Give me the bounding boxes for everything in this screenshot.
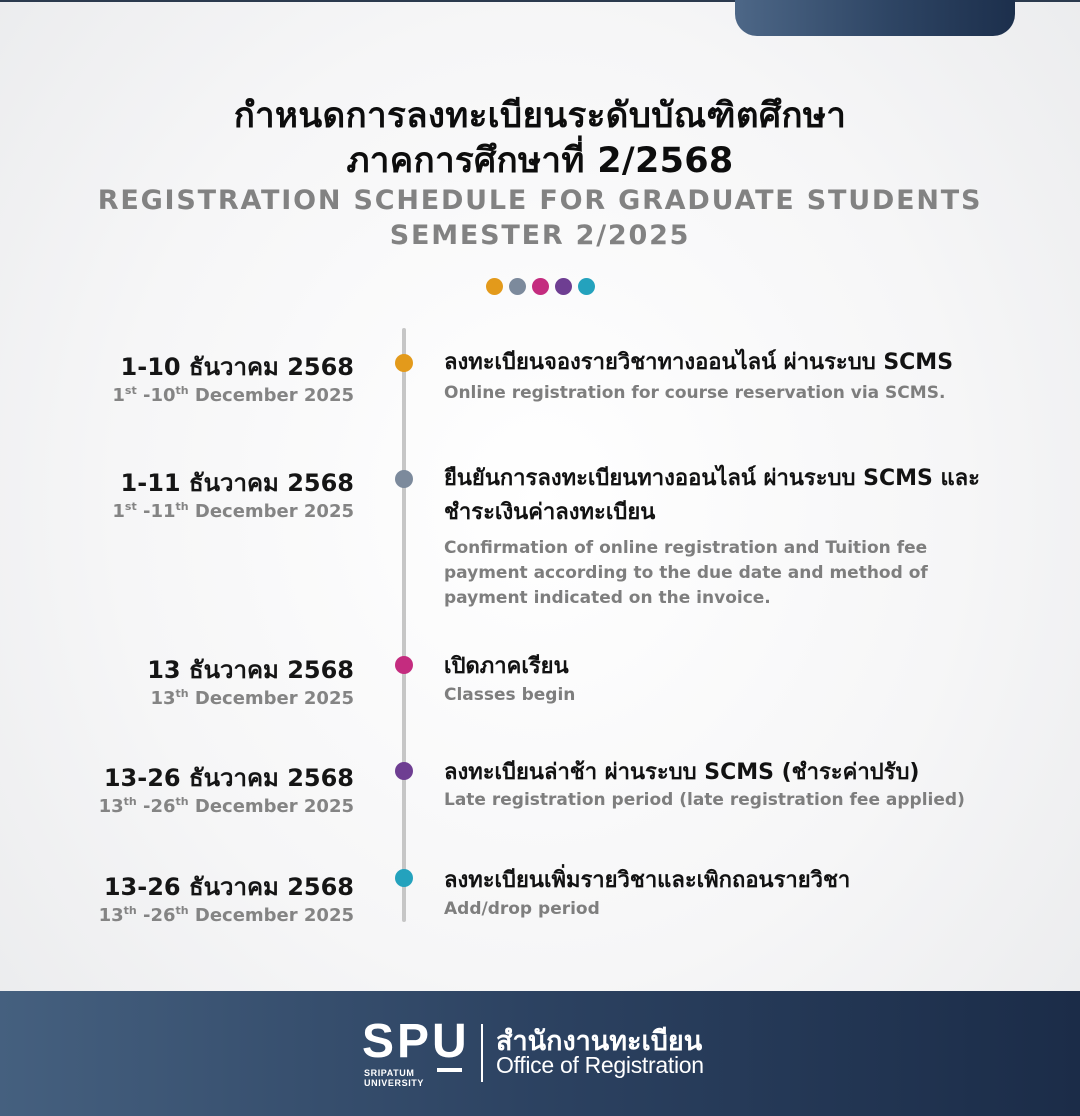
timeline-date-english: 13th December 2025 xyxy=(150,687,354,709)
timeline-event-thai: ลงทะเบียนจองรายวิชาทางออนไลน์ ผ่านระบบ SCMS xyxy=(444,350,954,375)
timeline-line xyxy=(402,328,406,922)
office-name-english: Office of Registration xyxy=(496,1052,704,1078)
timeline-date-thai: 1-11 ธันวาคม 2568 xyxy=(120,469,354,497)
timeline-date-english: 13th -26th December 2025 xyxy=(98,904,354,926)
dot-teal xyxy=(578,278,595,295)
timeline-node-purple xyxy=(395,762,413,780)
timeline-event-english: Online registration for course reservation via SCMS. xyxy=(444,383,946,403)
spu-logo-subtitle: SRIPATUM UNIVERSITY xyxy=(364,1068,425,1088)
dot-magenta xyxy=(532,278,549,295)
dot-purple xyxy=(555,278,572,295)
timeline-event-thai: ลงทะเบียนเพิ่มรายวิชาและเพิกถอนรายวิชา xyxy=(444,868,851,893)
timeline-node-teal xyxy=(395,869,413,887)
title-thai-line-2: ภาคการศึกษาที่ 2/2568 xyxy=(346,141,734,181)
timeline-node-magenta xyxy=(395,656,413,674)
timeline-date-thai: 1-10 ธันวาคม 2568 xyxy=(120,353,354,381)
office-name-thai: สำนักงานทะเบียน xyxy=(496,1026,703,1056)
footer-divider xyxy=(481,1024,483,1082)
timeline-date-english: 13th -26th December 2025 xyxy=(98,795,354,817)
title-english-line-2: SEMESTER 2/2025 xyxy=(389,220,691,251)
timeline-event-thai: ลงทะเบียนล่าช้า ผ่านระบบ SCMS (ชำระค่าปรับ) xyxy=(444,760,920,785)
timeline-event-thai: เปิดภาคเรียน xyxy=(444,654,569,679)
timeline-event-english: Confirmation of online registration and Tuition fee payment according to the due date and method of payment indicated on the invoice. xyxy=(444,538,928,608)
top-decorative-tab xyxy=(735,0,1015,36)
title-english-line-1: REGISTRATION SCHEDULE FOR GRADUATE STUDENTS xyxy=(97,185,983,216)
timeline-event-english: Add/drop period xyxy=(444,899,600,919)
color-dots xyxy=(486,278,595,295)
timeline-event-thai: ยืนยันการลงทะเบียนทางออนไลน์ ผ่านระบบ SCMS และชำระเงินค่าลงทะเบียน xyxy=(444,466,980,525)
dot-orange xyxy=(486,278,503,295)
title-thai-line-1: กำหนดการลงทะเบียนระดับบัณฑิตศึกษา xyxy=(233,96,847,136)
timeline-event-english: Late registration period (late registration fee applied) xyxy=(444,790,965,810)
timeline-date-english: 1st -10th December 2025 xyxy=(112,384,354,406)
timeline-date-thai: 13 ธันวาคม 2568 xyxy=(147,656,354,684)
timeline-date-thai: 13-26 ธันวาคม 2568 xyxy=(103,764,354,792)
timeline-date-english: 1st -11th December 2025 xyxy=(112,500,354,522)
timeline-date-thai: 13-26 ธันวาคม 2568 xyxy=(103,873,354,901)
timeline-event-english: Classes begin xyxy=(444,685,576,705)
spu-logo-underline xyxy=(437,1068,462,1072)
spu-logo: SPU xyxy=(362,1015,470,1068)
dot-gray xyxy=(509,278,526,295)
timeline-node-orange xyxy=(395,354,413,372)
timeline-node-gray xyxy=(395,470,413,488)
